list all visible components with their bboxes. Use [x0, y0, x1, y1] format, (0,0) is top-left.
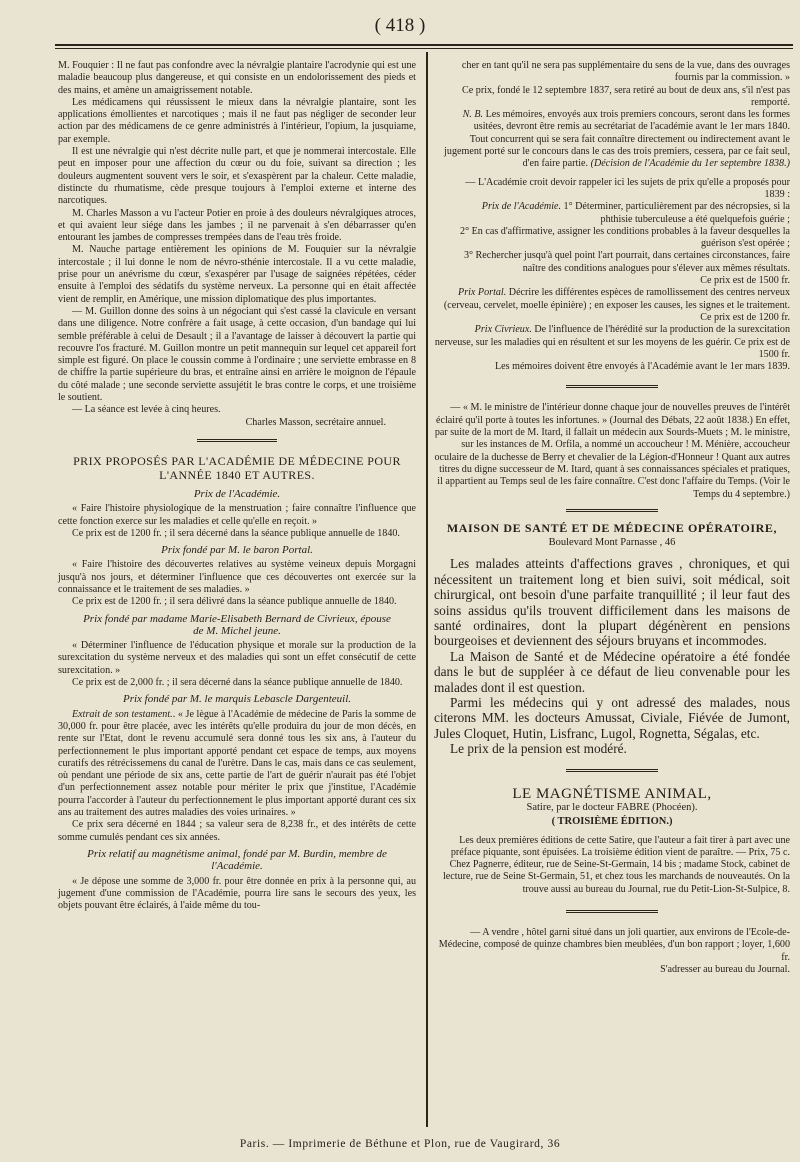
prix-civrieux-1839	[434, 324, 790, 361]
prix-academie-1839-amount: Ce prix est de 1500 fr.	[700, 275, 790, 287]
prix-academie-1839-point3: 3° Rechercher jusqu'à quel point l'art pourrait, dans certaines circonstances, faire naître des conditions analogues pour s'élever aux mêmes résultats.	[463, 250, 790, 274]
prix-magnetisme-heading-line2: l'Académie.	[211, 860, 263, 873]
paragraph-nauche: M. Nauche partage entièrement les opinions de M. Fouquier sur la névralgie intercostale ; il lui donne le nom de névro-sthénie intercostale. Il a vu cette maladie, prise pour un anévrisme du cœur, s'exaspérer par l'usage de saignées répétées, céder ensuite à l'emploi des sédatifs du système nerveux. La personne qui en était affectée vient de remplir, en Amérique, une mission diplomatique des plus importantes.	[58, 244, 416, 305]
ministre-itard-paragraph: — « M. le ministre de l'intérieur donne chaque jour de nouvelles preuves de l'intérêt éclairé qu'il porte à toutes les infortunes. » (Journal des Débats, 22 août 1838.) En effet, par suite de la mort de M. Itard, il fallait un médecin aux Sourds-Muets ; M. le ministre, sur les instances de M. Orfila, a nommé un accoucheur ! M. Ménière, accoucheur oculaire de la duchesse de Berry et chevalier de la Légion-d'Honneur ! Quant aux autres titres du digne successeur de M. Itard, quant à ses connaissances spéciales et pratiques, il appartient au Temps seul de les faire connaître. C'est donc l'affaire du Temps. (Voir le Temps du 4 septembre.)	[434, 402, 790, 500]
prix-portal-1839-text: Décrire les différentes espèces de ramollissement des centres nerveux (cerveau, cervelet, moelle épinière) ; en exposer les causes, les signes et le traitement. Ce prix est de 1200 fr.	[443, 287, 790, 323]
memoires-deadline: Les mémoires doivent être envoyés à l'Académie avant le 1er mars 1839.	[495, 361, 790, 373]
magnetisme-subtitle: Satire, par le docteur FABRE (Phocéen).	[526, 801, 698, 813]
prix-civrieux-1839-text: De l'influence de l'hérédité sur la production de la surexcitation nerveuse, sur les maladies qui en résultent et sur les moyens de les guérir. Ce prix est de 1500 fr.	[434, 324, 790, 360]
prix-portal-heading: Prix fondé par M. le baron Portal.	[161, 544, 313, 557]
section-separator	[197, 439, 277, 444]
page-number: ( 418 )	[374, 15, 426, 36]
maison-sante-p3: Parmi les médecins qui y ont adressé des malades, nous citerons MM. les docteurs Amussat, Civiale, Fiévée de Jumont, Jules Cloquet, Hutin, Lisfranc, Lugol, Rognetta, Ségalas, etc.	[434, 695, 790, 741]
prix-academie-heading: Prix de l'Académie.	[193, 487, 281, 500]
concurrent-rule	[434, 134, 790, 171]
maison-sante-p1: Les malades atteints d'affections graves , chroniques, et qui nécessitent un traitement long et bien suivi, soit médical, soit chirurgical, ont besoin d'une parfaite tranquillité ; il leur faut des soins assidus qu'ils trouvent difficilement dans les maisons de santé ordinaires, dont la plupart dégénèrent en pensions bourgeoises et deviennent des séjours bruyans et incommodes.	[434, 556, 790, 649]
paragraph-medicamens: Les médicamens qui réussissent le mieux dans la névralgie plantaire, sont les applications émollientes et narcotiques ; mais il ne faut pas négliger de seconder leur action par des médicamens de ce genre administrés à l'intérieur, l'opium, la jusquiame, par exemple.	[58, 96, 416, 145]
column-divider	[426, 52, 428, 1127]
prix-portal-1839-label: Prix Portal.	[458, 287, 507, 299]
section-separator	[566, 910, 658, 915]
prix-academie-1839-point2: 2° En cas d'affirmative, assigner les conditions probables à la faveur desquelles la guérison s'est opérée ;	[460, 225, 790, 250]
prix-civrieux-heading	[58, 613, 416, 638]
magnetisme-p1: Les deux premières éditions de cette Satire, que l'auteur a fait tirer à part avec une préface piquante, sont épuisées. La troisième édition vient de paraître. — Prix, 75 c.	[450, 834, 790, 858]
rappel-1839: — L'Académie croit devoir rappeler ici les sujets de prix qu'elle a proposés pour 1839 :	[465, 176, 790, 200]
magnetisme-edition: ( TROISIÈME ÉDITION.)	[551, 816, 673, 828]
signature: Charles Masson, secrétaire annuel.	[245, 416, 386, 428]
prix-academie-amount: Ce prix est de 1200 fr. ; il sera décerné dans la séance publique annuelle de 1840.	[72, 527, 400, 539]
left-column	[58, 60, 416, 912]
prix-academie-1839-text: 1° Déterminer, particulièrement par des nécropsies, si la phthisie tuberculeuse a été quelquefois guérie ;	[561, 201, 790, 225]
header-rule-thin	[55, 48, 793, 49]
a-vendre-contact: S'adresser au bureau du Journal.	[660, 963, 790, 975]
prix-civrieux-question: « Déterminer l'influence de l'éducation physique et morale sur la production de la surexcitation du système nerveux et des maladies qui sont un effet consécutif de cette surexcitation. »	[58, 640, 416, 676]
prix-dargenteuil-heading: Prix fondé par M. le marquis Lebascle Dargenteuil.	[122, 693, 351, 706]
prix-portal-1839	[434, 287, 790, 324]
paragraph-seance-levee: — La séance est levée à cinq heures.	[72, 404, 221, 416]
maison-sante-address: Boulevard Mont Parnasse , 46	[548, 537, 676, 549]
nota-bene	[434, 109, 790, 134]
prix-academie-question: « Faire l'histoire physiologique de la menstruation ; faire connaître l'influence que cette fonction exerce sur les maladies et celle qu'elle en reçoit. »	[58, 503, 416, 527]
prix-civrieux-amount: Ce prix est de 2,000 fr. ; il sera décerné dans la séance publique annuelle de 1840.	[72, 677, 403, 689]
section-separator	[566, 509, 658, 514]
paragraph-nevralgie-intercostale: Il est une névralgie qui n'est décrite nulle part, et que je nommerai intercostale. Elle peut en imposer pour une affection du cœur ou du foie, suivant sa direction ; les douleurs augmentent souvent vers le soir, et s'exaspèrent par la chaleur. Cette maladie, distincte du rhumatisme, cède presque toujours à l'emploi externe et interne des narcotiques.	[58, 146, 416, 207]
maison-sante-p4: Le prix de la pension est modéré.	[450, 741, 627, 757]
prix-title-line1: PRIX PROPOSÉS PAR L'ACADÉMIE DE MÉDECINE POUR	[73, 453, 401, 468]
concurrent-text: Tout concurrent qui se sera fait connaître directement ou indirectement avant le jugement porté sur le concours dans le cas des trois premiers, cessera, par ce fait seul, d'en faire partie.	[444, 133, 790, 170]
continuation-text: cher en tant qu'il ne sera pas supplémentaire du sens de la vue, dans des ouvrages fournis par la commission. »	[461, 60, 790, 84]
maison-sante-p2: La Maison de Santé et de Médecine opératoire a été fondée dans le but de suppléer à ce défaut de lieu convenable pour les malades dont il est question.	[434, 648, 790, 695]
prix-retire-text: Ce prix, fondé le 12 septembre 1837, sera retiré au bout de deux ans, s'il n'est pas remporté.	[462, 84, 790, 108]
a-vendre-text: — A vendre , hôtel garni situé dans un joli quartier, aux environs de l'Ecole-de-Médecine, composé de quinze chambres bien meublées, d'un bon rapport ; loyer, 1,600 fr.	[438, 927, 790, 963]
testament-text: . « Je lègue à l'Académie de médecine de Paris la somme de 30,000 fr. pour être placée, avec les intérêts qu'elle produira du jour de mon décès, en rente sur l'Etat, dont le revenu accumulé sera donné tous les six ans, à l'auteur du perfectionnement le plus important apporté pendant cet espace de temps, aux moyens curatifs des rétrécissemens du canal de l'urètre. Dans le cas, mais dans ce cas seulement, où pendant une période de six ans, cette partie de l'art de guérir n'aurait pas été l'objet d'un perfectionnement assez notable pour mériter le prix que j'institue, l'Académie pourra l'accorder à l'auteur du perfectionnement le plus important apporté durant ces six ans au traitement des autres maladies des voies urinaires. »	[58, 708, 416, 819]
prix-academie-1839	[434, 201, 790, 226]
prix-magnetisme-heading	[58, 848, 416, 873]
section-separator	[566, 385, 658, 390]
decision-citation: (Décision de l'Académie du 1er septembre 1838.)	[590, 158, 790, 170]
nb-text: Les mémoires, envoyés aux trois premiers concours, seront dans les formes usitées, devront être remis au secrétariat de l'académie avant le 1er mars 1840.	[473, 109, 790, 133]
prix-section-title	[58, 454, 416, 482]
magnetisme-p2: Chez Pagnerre, éditeur, rue de Seine-St-Germain, 14 bis ; madame Stock, cabinet de lecture, rue de Seine St-Germain, 51, et chez tous les marchands de nouveautés. On la trouve aussi au bureau du Journal, rue du Petit-Lion-St-Sulpice, 8.	[443, 859, 790, 895]
right-column	[434, 60, 790, 976]
printer-footer: Paris. — Imprimerie de Béthune et Plon, rue de Vaugirard, 36	[239, 1138, 561, 1150]
prix-dargenteuil-amount: Ce prix sera décerné en 1844 ; sa valeur sera de 8,238 fr., et des intérêts de cette somme cumulés pendant ces six années.	[58, 819, 416, 843]
prix-magnetisme-heading-line1: Prix relatif au magnétisme animal, fondé par M. Burdin, membre de	[87, 847, 387, 860]
prix-portal-question: « Faire l'histoire des découvertes relatives au système veineux depuis Morgagni jusqu'à nos jours, et déterminer l'influence que ces découvertes ont exercée sur la connaissance et le traitement de ses maladies. »	[58, 559, 416, 595]
prix-title-line2: L'ANNÉE 1840 ET AUTRES.	[159, 467, 315, 482]
prix-dargenteuil-testament	[58, 709, 416, 820]
section-separator	[566, 769, 658, 774]
header-rule	[55, 44, 793, 46]
prix-academie-1839-label: Prix de l'Académie.	[481, 201, 562, 213]
maison-sante-title: MAISON DE SANTÉ ET DE MÉDECINE OPÉRATOIRE,	[446, 520, 778, 535]
paragraph-fouquier: M. Fouquier : Il ne faut pas confondre avec la névralgie plantaire l'acrodynie qui est une maladie beaucoup plus dangereuse, et qui consiste en un endolorissement des pieds et des mains, et amène un amaigrissement notable.	[58, 60, 416, 96]
nb-label: N. B.	[462, 109, 484, 121]
maison-sante-ad	[434, 556, 790, 756]
prix-magnetisme-text: « Je dépose une somme de 3,000 fr. pour être donnée en prix à la personne qui, au jugement d'une commission de l'Académie, pourra lire sans le secours des yeux, les objets pouvant être éclairés, à l'aide même du tou-	[58, 875, 416, 912]
prix-civrieux-heading-line2: de M. Michel jeune.	[193, 624, 281, 637]
testament-label: Extrait de son testament.	[72, 708, 173, 720]
prix-civrieux-1839-label: Prix Civrieux.	[474, 324, 532, 336]
prix-portal-amount: Ce prix est de 1200 fr. ; il sera délivré dans la séance publique annuelle de 1840.	[72, 596, 397, 608]
magnetisme-title: LE MAGNÉTISME ANIMAL,	[512, 785, 712, 802]
paragraph-guillon: — M. Guillon donne des soins à un négociant qui s'est cassé la clavicule en versant dans une diligence. Notre confrère a fait usage, à cette occasion, d'un bandage qui lui semble préférable à celui de Desault ; il a l'avantage de laisser à découvert la partie qui recouvre l'os fracturé. M. Guillon montre un petit mannequin sur lequel cet appareil fort simple est figuré. On place le coussin comme à l'ordinaire ; une serviette embrasse en 8 de chiffre la partie supérieure du bras, et entraîne ainsi en arrière le moignon de l'épaule du côté malade ; une seconde serviette assujétit le bras contre le corps, et une troisième le soutient.	[58, 305, 416, 404]
prix-civrieux-heading-line1: Prix fondé par madame Marie-Elisabeth Bernard de Civrieux, épouse	[83, 612, 391, 625]
paragraph-masson: M. Charles Masson a vu l'acteur Potier en proie à des douleurs névralgiques atroces, et qui avaient leur siége dans les jambes ; il ne parvenait à s'en débarrasser qu'en entourant les jambes de compresses trempées dans de l'eau très froide.	[58, 207, 416, 244]
